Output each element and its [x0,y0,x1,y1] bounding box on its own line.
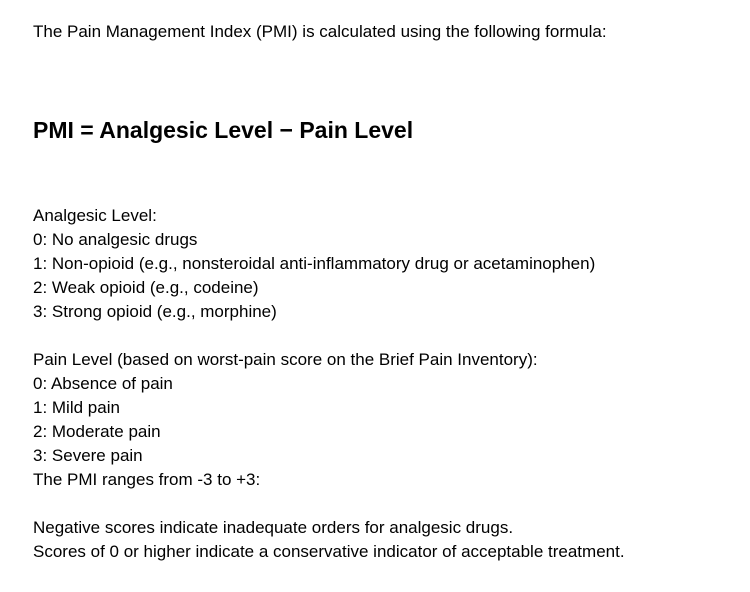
analgesic-level-item: 1: Non-opioid (e.g., nonsteroidal anti-inflammatory drug or acetaminophen) [33,254,596,273]
pain-level-item: 2: Moderate pain [33,422,161,441]
pain-level-item: 0: Absence of pain [33,374,173,393]
pain-level-item: 1: Mild pain [33,398,120,417]
pain-level-item: 3: Severe pain [33,446,143,465]
intro-text: The Pain Management Index (PMI) is calculated using the following formula: [33,22,607,41]
analgesic-level-heading: Analgesic Level: [33,206,157,225]
pmi-formula: PMI = Analgesic Level − Pain Level [33,117,414,143]
note-nonnegative-scores: Scores of 0 or higher indicate a conservative indicator of acceptable treatment. [33,542,625,561]
analgesic-level-item: 3: Strong opioid (e.g., morphine) [33,302,277,321]
pain-level-heading: Pain Level (based on worst-pain score on the Brief Pain Inventory): [33,350,538,369]
pmi-range-text: The PMI ranges from -3 to +3: [33,470,261,489]
analgesic-level-item: 0: No analgesic drugs [33,230,198,249]
note-negative-scores: Negative scores indicate inadequate orders for analgesic drugs. [33,518,514,537]
interpretation-notes [33,516,625,564]
analgesic-level-section [33,204,595,324]
pain-level-section [33,348,538,492]
analgesic-level-item: 2: Weak opioid (e.g., codeine) [33,278,259,297]
